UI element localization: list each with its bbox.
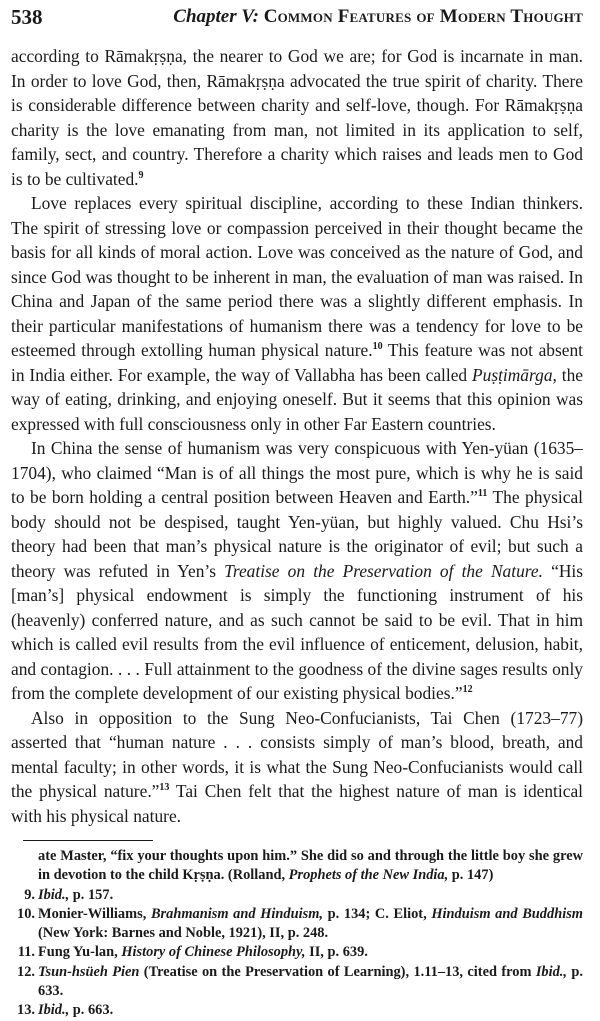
footnote-number: 12. [17, 963, 35, 980]
text-run: p. 134; C. Eliot, [323, 905, 432, 922]
page-number: 538 [11, 5, 43, 29]
text-run: p. 157. [69, 886, 114, 903]
footnote-number: 11. [17, 944, 35, 961]
italic-text: Hinduism and Buddhism [431, 905, 583, 922]
italic-text: Treatise on the Preservation of the Nature. [224, 560, 543, 581]
italic-text: Prophets of the New India, [288, 867, 449, 884]
text-run: Monier-Williams, [38, 905, 151, 922]
footnote-reference: 13 [159, 782, 170, 794]
text-run: according to Rāmakṛṣṇa, the nearer to God we are; for God is incarnate in man. In order to love God, then, Rāmakṛṣṇa advocated the true spirit of charity. There is considerable difference between charity and self-love, though. For Rāmakṛṣṇa charity is the love emanating from man, not limited in its application to self, family, sect, and country. Therefore a charity which raises and leads men to God is to be cultivated. [11, 46, 583, 189]
footnote-number: 10. [17, 905, 35, 922]
footnote-reference: 10 [372, 341, 383, 353]
footnote-number: 13. [17, 1002, 35, 1019]
text-run: This feature was not absent in India either. For example, the way of Vallabha has been called [11, 340, 583, 385]
paragraph [11, 44, 583, 191]
text-run: II, p. 639. [305, 944, 368, 961]
text-run: The physical body should not be despised, taught Yen-yüan, but highly valued. Chu Hsi’s theory had been that man’s physical nature is the originator of evil; but such a theory was refuted in Yen’s [11, 487, 583, 581]
text-run: p. 147) [448, 867, 494, 884]
paragraph [11, 436, 583, 706]
text-run: p. 633. [38, 963, 583, 1000]
text-run: (New York: Barnes and Noble, 1921), II, p. 248. [38, 925, 329, 942]
italic-text: Ibid., [38, 886, 70, 903]
text-run: ate Master, “fix your thoughts upon him.” She did so and through the little boy she grew in devotion to the child Kṛṣṇa. (Rolland, [38, 848, 583, 884]
italic-text: Puṣṭimārga, [472, 364, 557, 385]
text-run: Love replaces every spiritual discipline, according to these Indian thinkers. The spirit of stressing love or compassion perceived in their thought became the basis for all kinds of moral action. Love was conceived as the nature of God, and since God was thought to be inherent in man, the evaluation of man was raised. In China and Japan of the same period there was a slightly different emphasis. In their particular manifestations of humanism there was a tendency for love to be esteemed through extolling human physical nature. [11, 193, 583, 360]
footnotes [11, 847, 583, 1021]
running-head-title: Common Features of Modern Thought [263, 6, 583, 27]
text-run: Tai Chen felt that the highest nature of man is identical with his physical nature. [11, 781, 583, 826]
footnote-reference: 9 [138, 169, 144, 181]
body-text [11, 44, 583, 828]
footnote [11, 943, 583, 962]
footnote [11, 963, 583, 1002]
paragraph [11, 706, 583, 829]
footnote [11, 847, 583, 886]
page-header [11, 4, 583, 34]
italic-text: Tsun-hsüeh Pien [38, 963, 140, 980]
footnote-rule [23, 840, 153, 841]
footnote-number: 9. [24, 886, 35, 903]
paragraph [11, 191, 583, 436]
running-head [173, 4, 583, 30]
text-run: the way of eating, drinking, and enjoying oneself. But it seems that this opinion was expressed with full consciousness only in other Far Eastern countries. [11, 364, 584, 434]
text-run: p. 663. [69, 1002, 114, 1019]
text-run: In China the sense of humanism was very conspicuous with Yen-yüan (1635–1704), who claimed “Man is of all things the most pure, which is why he is said to be born holding a central position between Heaven and Earth.” [11, 438, 583, 507]
footnote [11, 886, 583, 905]
running-head-chapter: Chapter V: [173, 6, 259, 27]
footnote-reference: 12 [462, 684, 473, 696]
italic-text: Ibid., [535, 963, 567, 980]
italic-text: Ibid., [38, 1002, 70, 1019]
footnote-reference: 11 [477, 488, 488, 500]
italic-text: History of Chinese Philosophy, [121, 944, 306, 961]
text-run: Also in opposition to the Sung Neo-Confucianists, Tai Chen (1723–77) asserted that “human nature . . . consists simply of man’s blood, breath, and mental faculty; in other words, it is what the Sung Neo-Confucianists would call the physical nature.” [11, 707, 583, 801]
footnote [11, 1001, 583, 1020]
text-run: “His [man’s] physical endowment is simply the functioning instrument of his (heavenly) conferred nature, and as such cannot be said to be evil. That in him which is called evil results from the evil influence of enticement, delusion, habit, and contagion. . . . Full attainment to the goodness of the divine sages results only from the complete development of our existing physical bodies.” [11, 560, 583, 703]
text-run: Fung Yu-lan, [38, 944, 122, 961]
footnote [11, 905, 583, 944]
text-run: (Treatise on the Preservation of Learning), 1.11–13, cited from [139, 963, 536, 980]
italic-text: Brahmanism and Hinduism, [150, 905, 323, 922]
